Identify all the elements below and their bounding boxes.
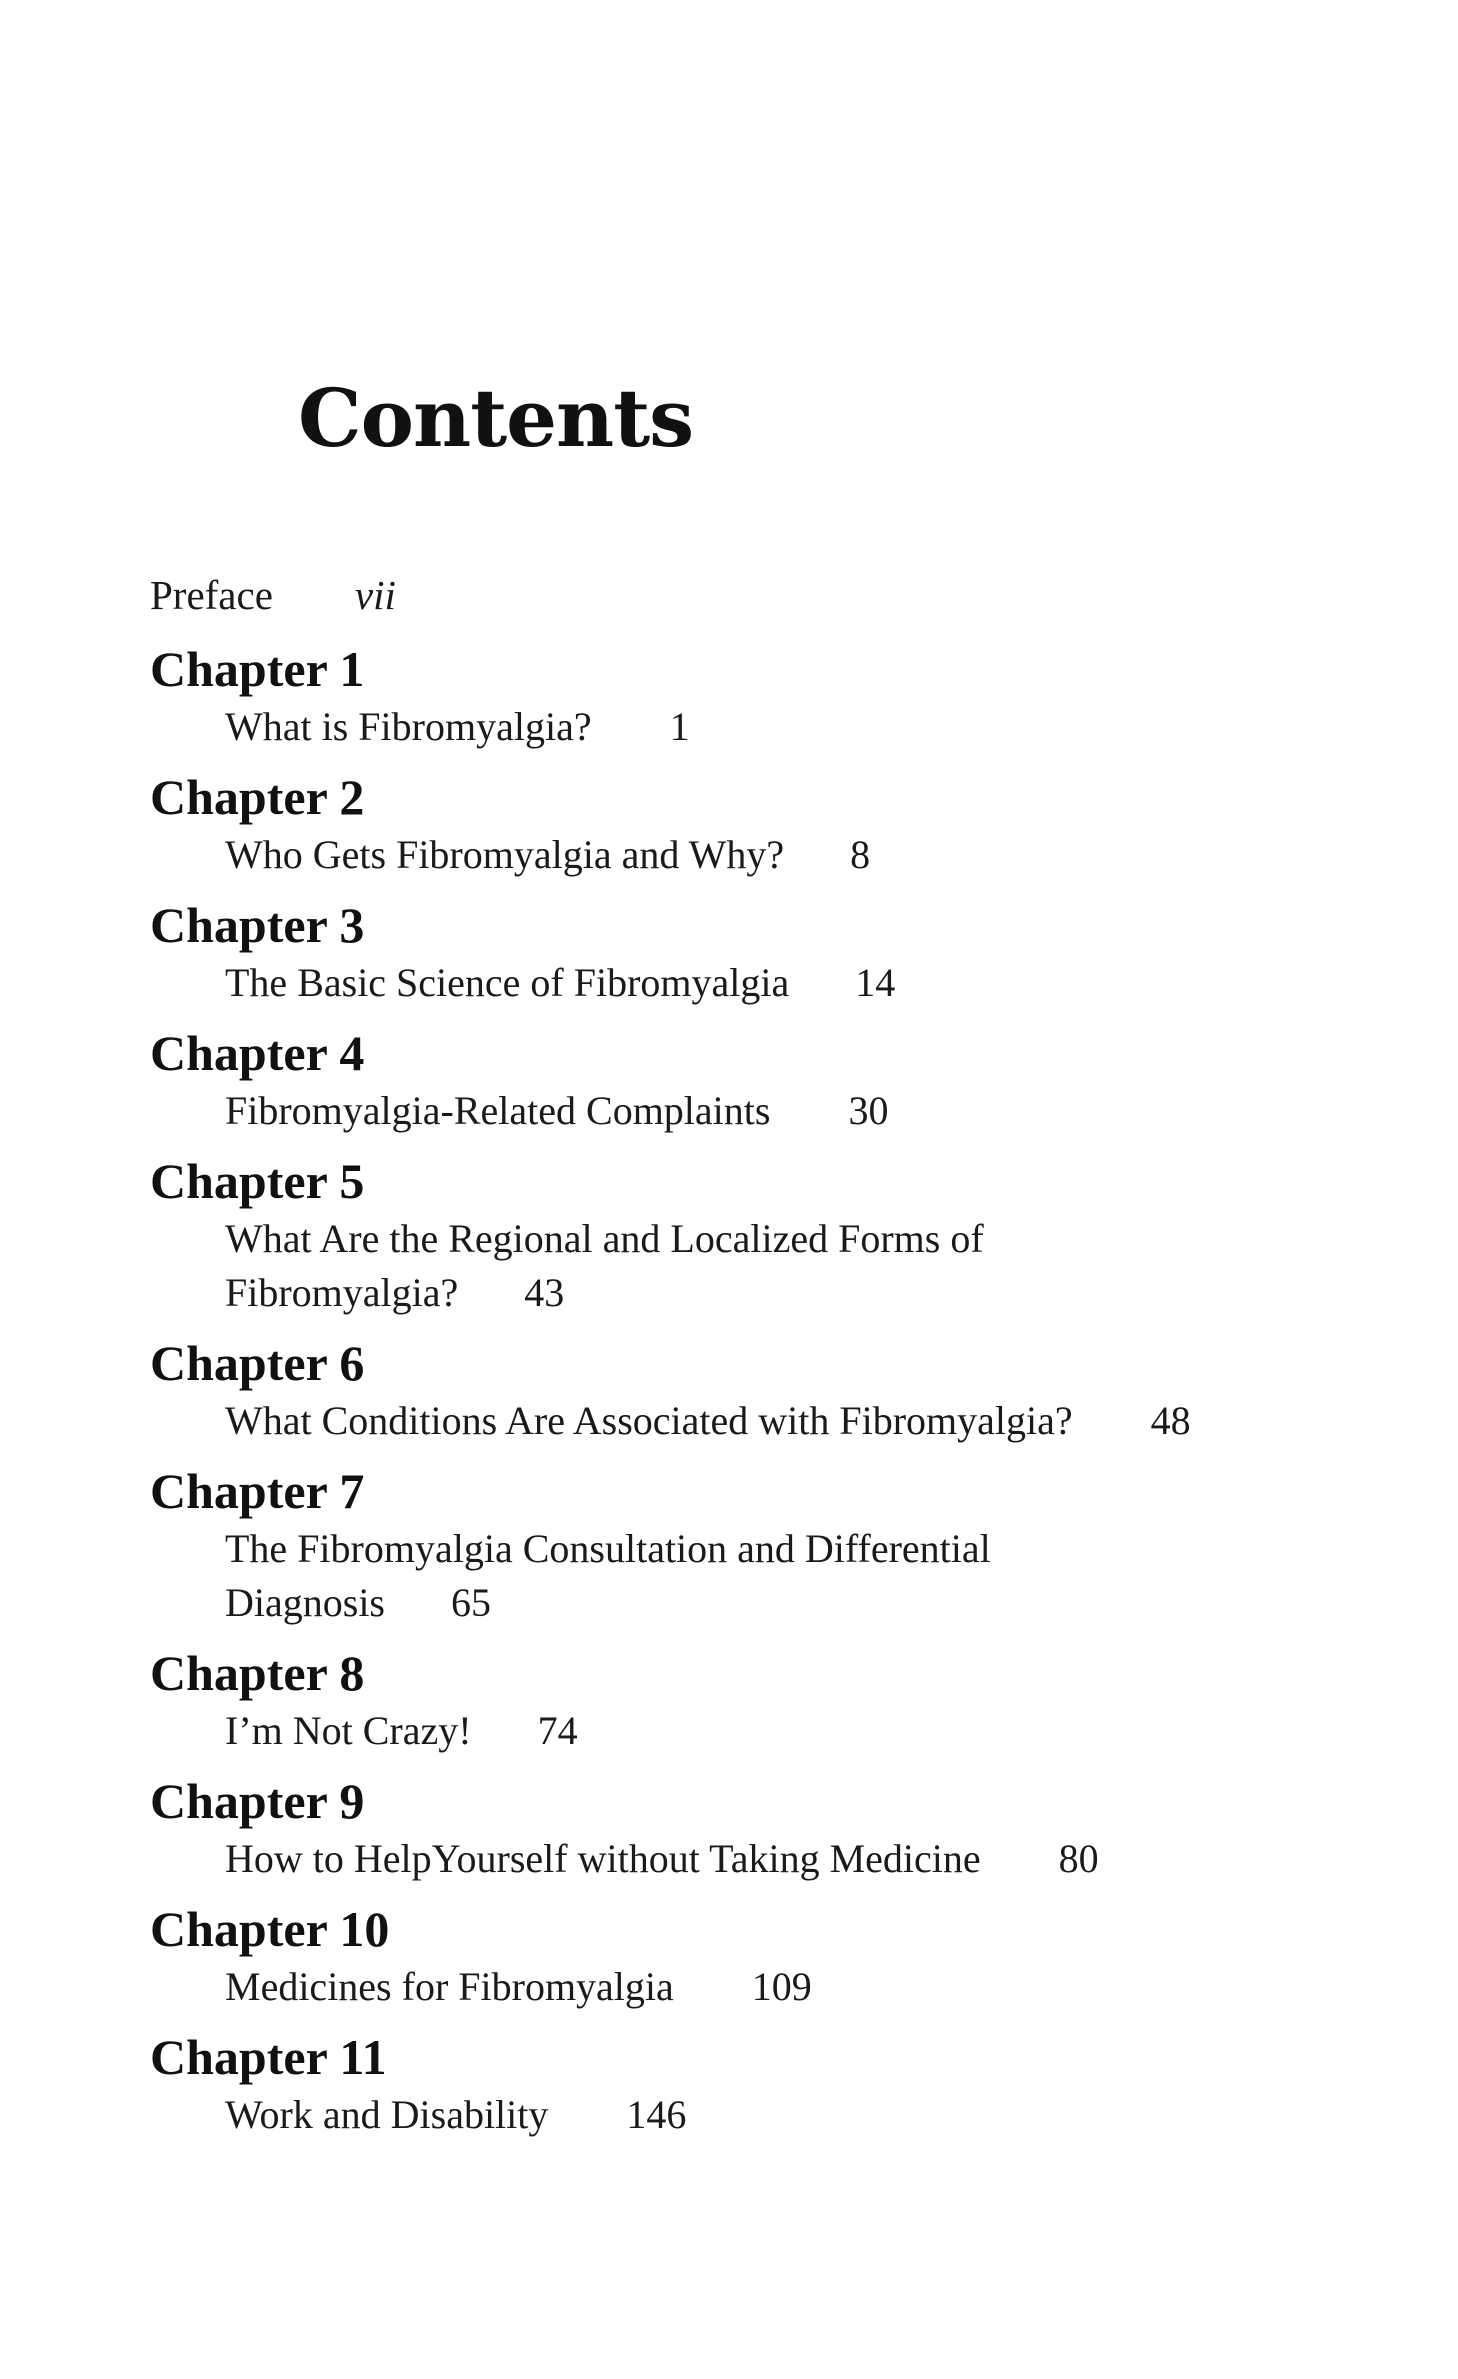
- toc-chapter-6: [150, 1332, 1350, 1448]
- table-of-contents: [150, 566, 1350, 2154]
- chapter-heading: Chapter 2: [150, 769, 365, 825]
- chapter-title: Medicines for Fibromyalgia: [225, 1964, 674, 2009]
- chapter-entry: [150, 956, 1225, 1010]
- toc-chapter-7: [150, 1460, 1350, 1630]
- toc-chapter-2: [150, 766, 1350, 882]
- chapter-entry: [150, 1212, 1045, 1320]
- chapter-heading: Chapter 5: [150, 1153, 365, 1209]
- chapter-entry: [150, 1394, 1375, 1448]
- toc-chapter-10: [150, 1898, 1350, 2014]
- toc-preface: [150, 566, 1350, 624]
- chapter-page-number: 8: [850, 832, 871, 877]
- chapter-page-number: 30: [848, 1088, 889, 1133]
- chapter-entry: [150, 2088, 1225, 2142]
- toc-chapter-1: [150, 638, 1350, 754]
- preface-page-number: vii: [354, 572, 396, 618]
- chapter-heading: Chapter 3: [150, 897, 365, 953]
- chapter-page-number: 65: [451, 1580, 491, 1625]
- chapter-title: The Fibromyalgia Consultation and Differential Diagnosis: [225, 1526, 991, 1625]
- chapter-entry: [150, 1084, 1225, 1138]
- chapter-page-number: 80: [1058, 1836, 1099, 1881]
- chapter-heading: Chapter 1: [150, 641, 365, 697]
- chapter-entry: [150, 700, 1225, 754]
- chapter-entry: [150, 828, 1225, 882]
- chapter-page-number: 14: [855, 960, 896, 1005]
- toc-chapter-3: [150, 894, 1350, 1010]
- preface-label: Preface: [150, 572, 273, 618]
- chapter-heading: Chapter 4: [150, 1025, 365, 1081]
- chapter-title: The Basic Science of Fibromyalgia: [225, 960, 790, 1005]
- chapter-heading: Chapter 7: [150, 1463, 365, 1519]
- chapter-title: How to HelpYourself without Taking Medicine: [225, 1836, 981, 1881]
- toc-chapter-4: [150, 1022, 1350, 1138]
- chapter-title: Who Gets Fibromyalgia and Why?: [225, 832, 785, 877]
- chapter-title: What Conditions Are Associated with Fibromyalgia?: [225, 1398, 1073, 1443]
- chapter-entry: [150, 1960, 1225, 2014]
- chapter-title: Fibromyalgia-Related Complaints: [225, 1088, 771, 1133]
- chapter-heading: Chapter 11: [150, 2029, 387, 2085]
- chapter-title: What is Fibromyalgia?: [225, 704, 592, 749]
- toc-chapter-9: [150, 1770, 1350, 1886]
- toc-chapter-8: [150, 1642, 1350, 1758]
- chapter-heading: Chapter 8: [150, 1645, 365, 1701]
- page-title: Contents: [298, 371, 694, 465]
- toc-chapter-11: [150, 2026, 1350, 2142]
- toc-chapter-5: [150, 1150, 1350, 1320]
- chapter-entry: [150, 1704, 1225, 1758]
- chapter-title: What Are the Regional and Localized Forms of Fibromyalgia?: [225, 1216, 984, 1315]
- chapter-page-number: 1: [669, 704, 690, 749]
- chapter-page-number: 48: [1150, 1398, 1191, 1443]
- chapter-entry: [150, 1832, 1375, 1886]
- chapter-heading: Chapter 6: [150, 1335, 365, 1391]
- chapter-title: I’m Not Crazy!: [225, 1708, 472, 1753]
- chapter-entry: [150, 1522, 1045, 1630]
- chapter-page-number: 146: [626, 2092, 687, 2137]
- chapter-page-number: 43: [524, 1270, 565, 1315]
- chapter-page-number: 74: [537, 1708, 578, 1753]
- chapter-title: Work and Disability: [225, 2092, 549, 2137]
- chapter-page-number: 109: [751, 1964, 812, 2009]
- chapter-heading: Chapter 9: [150, 1773, 365, 1829]
- chapter-heading: Chapter 10: [150, 1901, 390, 1957]
